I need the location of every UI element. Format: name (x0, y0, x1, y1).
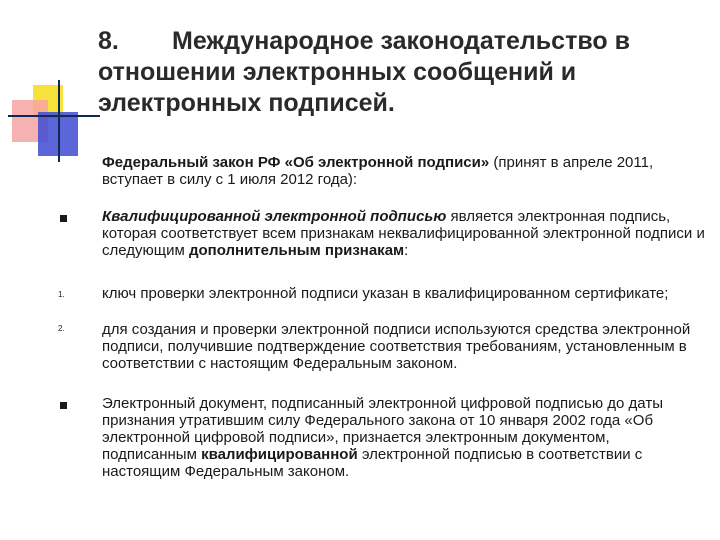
definition-text: является электронная подпись, которая соответствует всем признакам неквалифицированной электронной подписи и следующим (102, 208, 705, 259)
intro-law-name: Федеральный закон РФ «Об электронной подписи» (102, 154, 490, 171)
slide-title-text: Международное законодательство в отношении электронных сообщений и электронных подписей. (98, 27, 630, 117)
transition-emphasis: квалифицированной (201, 446, 358, 463)
logo-vertical-line (58, 80, 60, 162)
list-number-2: 2. (58, 324, 65, 333)
list-item-numbered-1: ключ проверки электронной подписи указан в квалифицированном сертификате; (102, 285, 669, 302)
presentation-logo (0, 0, 100, 170)
list-item-transition (102, 395, 707, 480)
list-number-1: 1. (58, 290, 65, 299)
slide-title (98, 26, 698, 119)
intro-rest: (принят в апреле 2011, вступает в силу с 1 июля 2012 года): (102, 154, 654, 188)
list-item-definition (102, 208, 707, 259)
transition-text: Электронный документ, подписанный электронной цифровой подписью до даты признания утратившим силу Федерального закона от 10 января 2002 года «Об электронной цифровой подписи», признается электронным документом, подписанным (102, 395, 663, 463)
definition-emphasis: дополнительным признакам (188, 242, 405, 259)
intro-paragraph (102, 154, 702, 188)
bullet-square-icon (60, 402, 67, 409)
bullet-square-icon (60, 215, 67, 222)
transition-text-end: электронной подписью в соответствии с настоящим Федеральным законом. (102, 446, 643, 480)
list-item-numbered-2: для создания и проверки электронной подписи используются средства электронной подписи, получившие подтверждение соответствия требованиям, установленным в соответствии с настоящим Федеральным законом. (102, 321, 691, 372)
logo-horizontal-line (8, 115, 100, 117)
definition-term: Квалифицированной электронной подписью (102, 208, 447, 225)
definition-colon: : (404, 242, 409, 259)
slide-number: 8. (98, 27, 119, 55)
